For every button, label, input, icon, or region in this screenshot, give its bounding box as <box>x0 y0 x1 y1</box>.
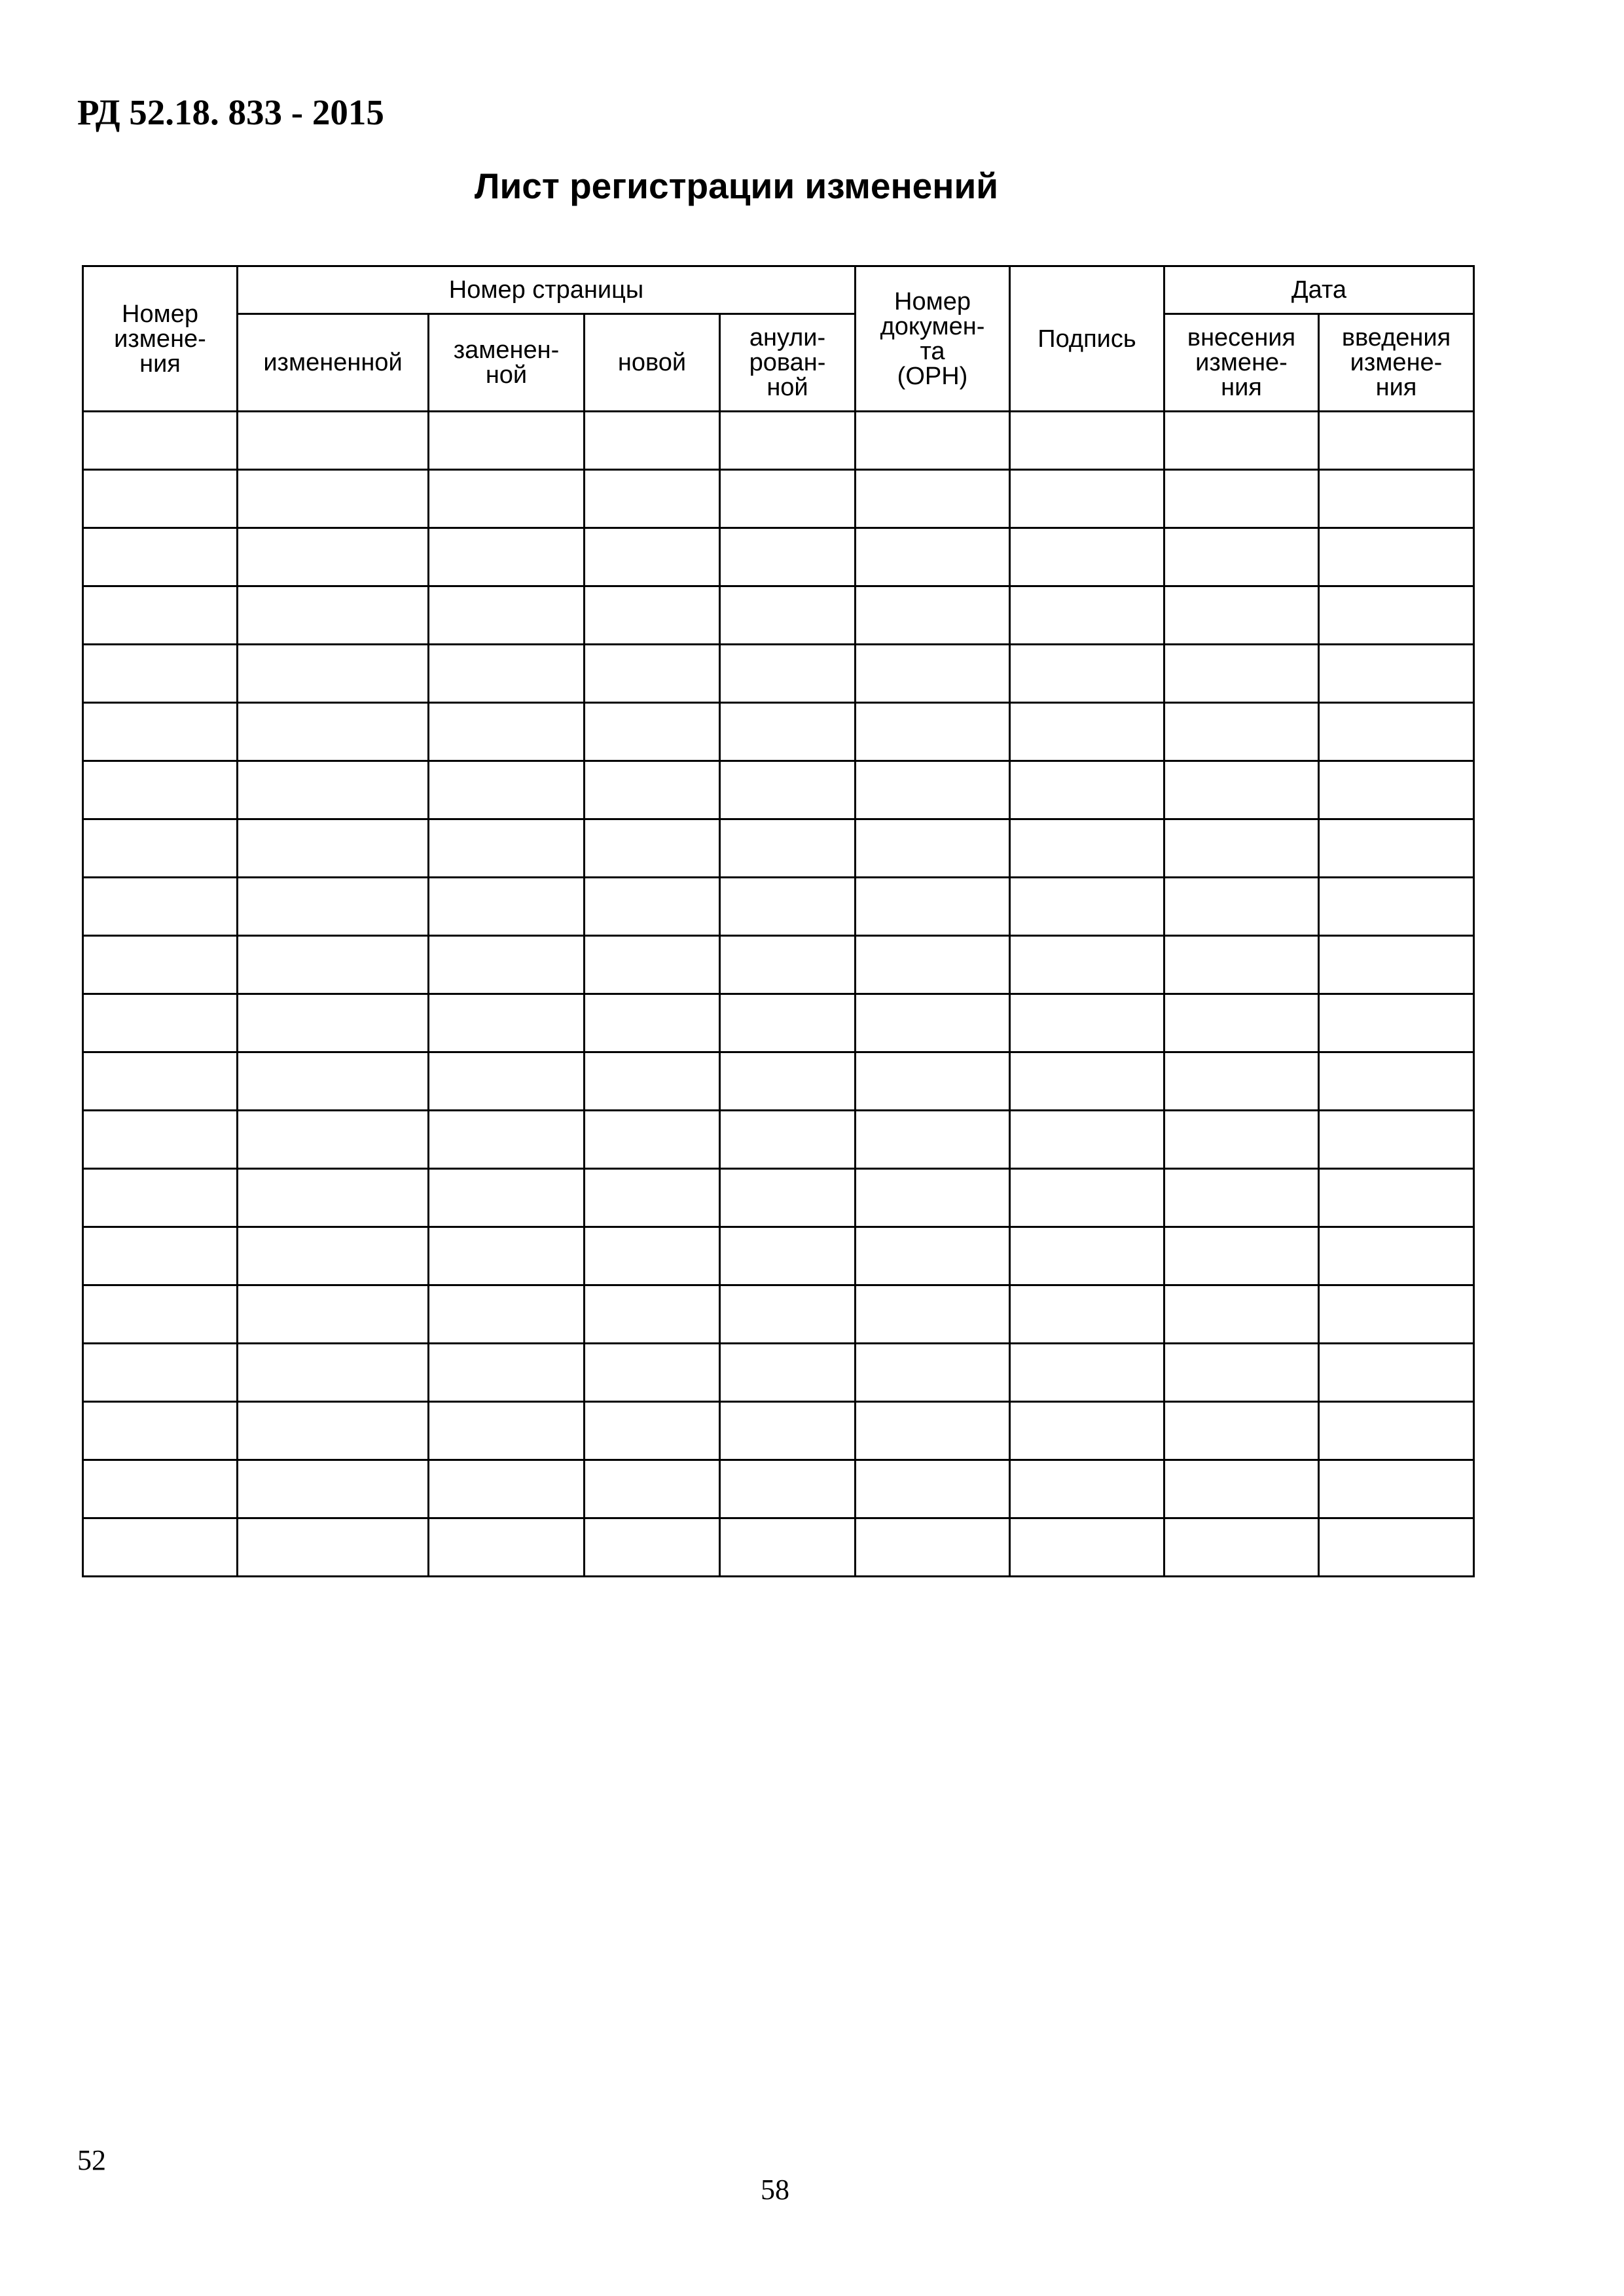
table-cell <box>429 470 585 528</box>
table-cell <box>720 645 856 703</box>
change-registration-table <box>82 265 1475 1577</box>
table-cell <box>1319 1518 1474 1577</box>
header-change-number: Номер измене- ния <box>83 266 238 412</box>
table-cell <box>585 1460 720 1518</box>
table-cell <box>1164 1285 1319 1344</box>
table-cell <box>856 761 1010 819</box>
table-cell <box>238 1052 429 1111</box>
table-cell <box>720 936 856 994</box>
header-annulled-page: анули- рован- ной <box>720 314 856 412</box>
page-title: Лист регистрации изменений <box>474 166 999 206</box>
table-cell <box>856 878 1010 936</box>
table-cell <box>429 1518 585 1577</box>
table-row <box>83 1169 1474 1227</box>
table-cell <box>585 470 720 528</box>
table-cell <box>1319 412 1474 470</box>
table-cell <box>238 412 429 470</box>
table-cell <box>720 1111 856 1169</box>
table-cell <box>856 528 1010 586</box>
header-document-number: Номер докумен- та (ОРН) <box>856 266 1010 412</box>
table-cell <box>585 819 720 878</box>
table-cell <box>585 878 720 936</box>
table-cell <box>856 994 1010 1052</box>
table-cell <box>1164 412 1319 470</box>
table-cell <box>1164 878 1319 936</box>
table-subheader-row <box>83 314 1474 412</box>
table-cell <box>83 1052 238 1111</box>
table-cell <box>1319 1111 1474 1169</box>
table-cell <box>1319 994 1474 1052</box>
table-cell <box>585 1344 720 1402</box>
table-cell <box>83 878 238 936</box>
table-cell <box>83 994 238 1052</box>
table-cell <box>720 412 856 470</box>
table-cell <box>585 994 720 1052</box>
table-cell <box>238 586 429 645</box>
table-cell <box>1010 1518 1164 1577</box>
table-cell <box>720 586 856 645</box>
table-cell <box>1319 1344 1474 1402</box>
table-cell <box>83 1518 238 1577</box>
table-cell <box>1164 1052 1319 1111</box>
table-row <box>83 1227 1474 1285</box>
table-row <box>83 878 1474 936</box>
table-cell <box>1010 645 1164 703</box>
table-cell <box>1319 819 1474 878</box>
table-cell <box>1164 645 1319 703</box>
header-replaced-page: заменен- ной <box>429 314 585 412</box>
table-cell <box>720 703 856 761</box>
table-cell <box>1164 1402 1319 1460</box>
table-cell <box>1010 994 1164 1052</box>
table-cell <box>585 1052 720 1111</box>
table-cell <box>1164 528 1319 586</box>
table-cell <box>1010 470 1164 528</box>
table-cell <box>856 1518 1010 1577</box>
table-cell <box>1010 1111 1164 1169</box>
table-row <box>83 470 1474 528</box>
header-signature: Подпись <box>1010 266 1164 412</box>
table-cell <box>720 819 856 878</box>
table-cell <box>856 1344 1010 1402</box>
table-cell <box>429 1169 585 1227</box>
table-cell <box>585 1169 720 1227</box>
table-cell <box>1010 761 1164 819</box>
table-row <box>83 1518 1474 1577</box>
table-cell <box>1319 936 1474 994</box>
table-cell <box>1319 761 1474 819</box>
table-cell <box>83 412 238 470</box>
table-cell <box>585 703 720 761</box>
table-cell <box>83 1460 238 1518</box>
table-cell <box>720 994 856 1052</box>
table-row <box>83 645 1474 703</box>
table-cell <box>856 936 1010 994</box>
table-cell <box>1164 819 1319 878</box>
document-code: РД 52.18. 833 - 2015 <box>77 92 384 132</box>
header-date-group: Дата <box>1164 266 1474 314</box>
page-number-center: 58 <box>761 2174 789 2206</box>
table-cell <box>1319 1460 1474 1518</box>
table-cell <box>1319 878 1474 936</box>
table-cell <box>429 1402 585 1460</box>
table-cell <box>238 1402 429 1460</box>
table-cell <box>720 761 856 819</box>
table-cell <box>1319 1285 1474 1344</box>
page-number-left: 52 <box>77 2144 106 2176</box>
table-cell <box>83 703 238 761</box>
table-cell <box>429 819 585 878</box>
table-cell <box>720 1169 856 1227</box>
table-row <box>83 1402 1474 1460</box>
table-row <box>83 703 1474 761</box>
table-cell <box>720 1052 856 1111</box>
table-cell <box>720 878 856 936</box>
header-page-number-group: Номер страницы <box>238 266 856 314</box>
table-cell <box>856 586 1010 645</box>
table-cell <box>83 1227 238 1285</box>
table-cell <box>429 761 585 819</box>
table-cell <box>83 936 238 994</box>
table-cell <box>1319 1169 1474 1227</box>
table-row <box>83 994 1474 1052</box>
table-cell <box>585 645 720 703</box>
table-cell <box>1010 1344 1164 1402</box>
table-cell <box>856 1402 1010 1460</box>
table-cell <box>238 1460 429 1518</box>
table-cell <box>238 878 429 936</box>
table-row <box>83 1460 1474 1518</box>
table-row <box>83 936 1474 994</box>
table-cell <box>238 761 429 819</box>
table-cell <box>1010 1402 1164 1460</box>
table-cell <box>429 1227 585 1285</box>
table-cell <box>83 528 238 586</box>
table-cell <box>1164 1344 1319 1402</box>
table-cell <box>238 645 429 703</box>
table-cell <box>1319 703 1474 761</box>
table-header-row <box>83 266 1474 314</box>
table-cell <box>856 1227 1010 1285</box>
table-cell <box>1010 936 1164 994</box>
table-cell <box>1164 703 1319 761</box>
table-cell <box>238 528 429 586</box>
table-cell <box>238 1169 429 1227</box>
table-row <box>83 1344 1474 1402</box>
table-row <box>83 1285 1474 1344</box>
table-cell <box>585 1227 720 1285</box>
table-row <box>83 761 1474 819</box>
table-cell <box>429 1052 585 1111</box>
table-cell <box>238 470 429 528</box>
table-cell <box>1319 1402 1474 1460</box>
table-cell <box>585 1111 720 1169</box>
table-cell <box>238 1518 429 1577</box>
table-cell <box>856 1460 1010 1518</box>
table-cell <box>720 1227 856 1285</box>
table-cell <box>1319 528 1474 586</box>
table-row <box>83 528 1474 586</box>
table-cell <box>856 470 1010 528</box>
table-cell <box>1319 645 1474 703</box>
table-cell <box>585 1285 720 1344</box>
table-cell <box>856 1285 1010 1344</box>
header-date-intro: введения измене- ния <box>1319 314 1474 412</box>
table-cell <box>238 936 429 994</box>
table-cell <box>238 994 429 1052</box>
table-cell <box>585 761 720 819</box>
table-cell <box>1010 412 1164 470</box>
table-cell <box>238 1227 429 1285</box>
table-cell <box>83 1402 238 1460</box>
table-cell <box>720 1460 856 1518</box>
table-cell <box>1010 1169 1164 1227</box>
table-cell <box>83 1285 238 1344</box>
table-cell <box>585 936 720 994</box>
table-cell <box>1164 936 1319 994</box>
table-body <box>83 412 1474 1577</box>
table-cell <box>429 1111 585 1169</box>
table-cell <box>856 1111 1010 1169</box>
table-cell <box>1010 1460 1164 1518</box>
table-cell <box>1319 586 1474 645</box>
table-cell <box>720 1402 856 1460</box>
table-cell <box>1164 1169 1319 1227</box>
table-cell <box>720 1285 856 1344</box>
table-cell <box>1010 878 1164 936</box>
table-cell <box>1010 1285 1164 1344</box>
table-cell <box>83 1344 238 1402</box>
table-cell <box>83 470 238 528</box>
table-cell <box>429 645 585 703</box>
table-cell <box>1164 1460 1319 1518</box>
table-cell <box>1164 470 1319 528</box>
table-cell <box>1319 1227 1474 1285</box>
table-cell <box>585 1402 720 1460</box>
table-cell <box>720 470 856 528</box>
header-changed-page: измененной <box>238 314 429 412</box>
table-cell <box>429 994 585 1052</box>
table-cell <box>856 1169 1010 1227</box>
table-cell <box>238 703 429 761</box>
table-cell <box>1010 819 1164 878</box>
table-cell <box>429 1344 585 1402</box>
table-cell <box>585 1518 720 1577</box>
table-cell <box>429 703 585 761</box>
table-cell <box>429 878 585 936</box>
header-date-entry: внесения измене- ния <box>1164 314 1319 412</box>
table-cell <box>856 703 1010 761</box>
table-cell <box>585 412 720 470</box>
table-cell <box>856 645 1010 703</box>
table-cell <box>585 528 720 586</box>
table-cell <box>1164 586 1319 645</box>
table-cell <box>83 586 238 645</box>
table-row <box>83 1052 1474 1111</box>
table-cell <box>429 586 585 645</box>
table-cell <box>1319 1052 1474 1111</box>
table-cell <box>585 586 720 645</box>
table-cell <box>856 412 1010 470</box>
table-cell <box>83 819 238 878</box>
table-row <box>83 412 1474 470</box>
table-cell <box>238 819 429 878</box>
table-cell <box>429 1285 585 1344</box>
table-cell <box>238 1285 429 1344</box>
table-cell <box>83 645 238 703</box>
table-cell <box>720 1344 856 1402</box>
table-cell <box>1010 703 1164 761</box>
table-cell <box>238 1111 429 1169</box>
table-cell <box>83 1111 238 1169</box>
table-cell <box>1010 586 1164 645</box>
table-cell <box>1164 761 1319 819</box>
table-cell <box>720 1518 856 1577</box>
table-cell <box>1319 470 1474 528</box>
table-cell <box>238 1344 429 1402</box>
table-cell <box>856 819 1010 878</box>
table-cell <box>856 1052 1010 1111</box>
table-cell <box>429 412 585 470</box>
table-cell <box>429 528 585 586</box>
table-cell <box>429 1460 585 1518</box>
table-cell <box>83 761 238 819</box>
table-cell <box>1010 1227 1164 1285</box>
table-cell <box>1010 1052 1164 1111</box>
table-cell <box>1164 1111 1319 1169</box>
table-cell <box>1164 1518 1319 1577</box>
table-row <box>83 1111 1474 1169</box>
table-cell <box>720 528 856 586</box>
table-cell <box>1164 1227 1319 1285</box>
table-cell <box>429 936 585 994</box>
table-row <box>83 819 1474 878</box>
header-new-page: новой <box>585 314 720 412</box>
table-cell <box>1164 994 1319 1052</box>
table-cell <box>1010 528 1164 586</box>
table-cell <box>83 1169 238 1227</box>
table-row <box>83 586 1474 645</box>
